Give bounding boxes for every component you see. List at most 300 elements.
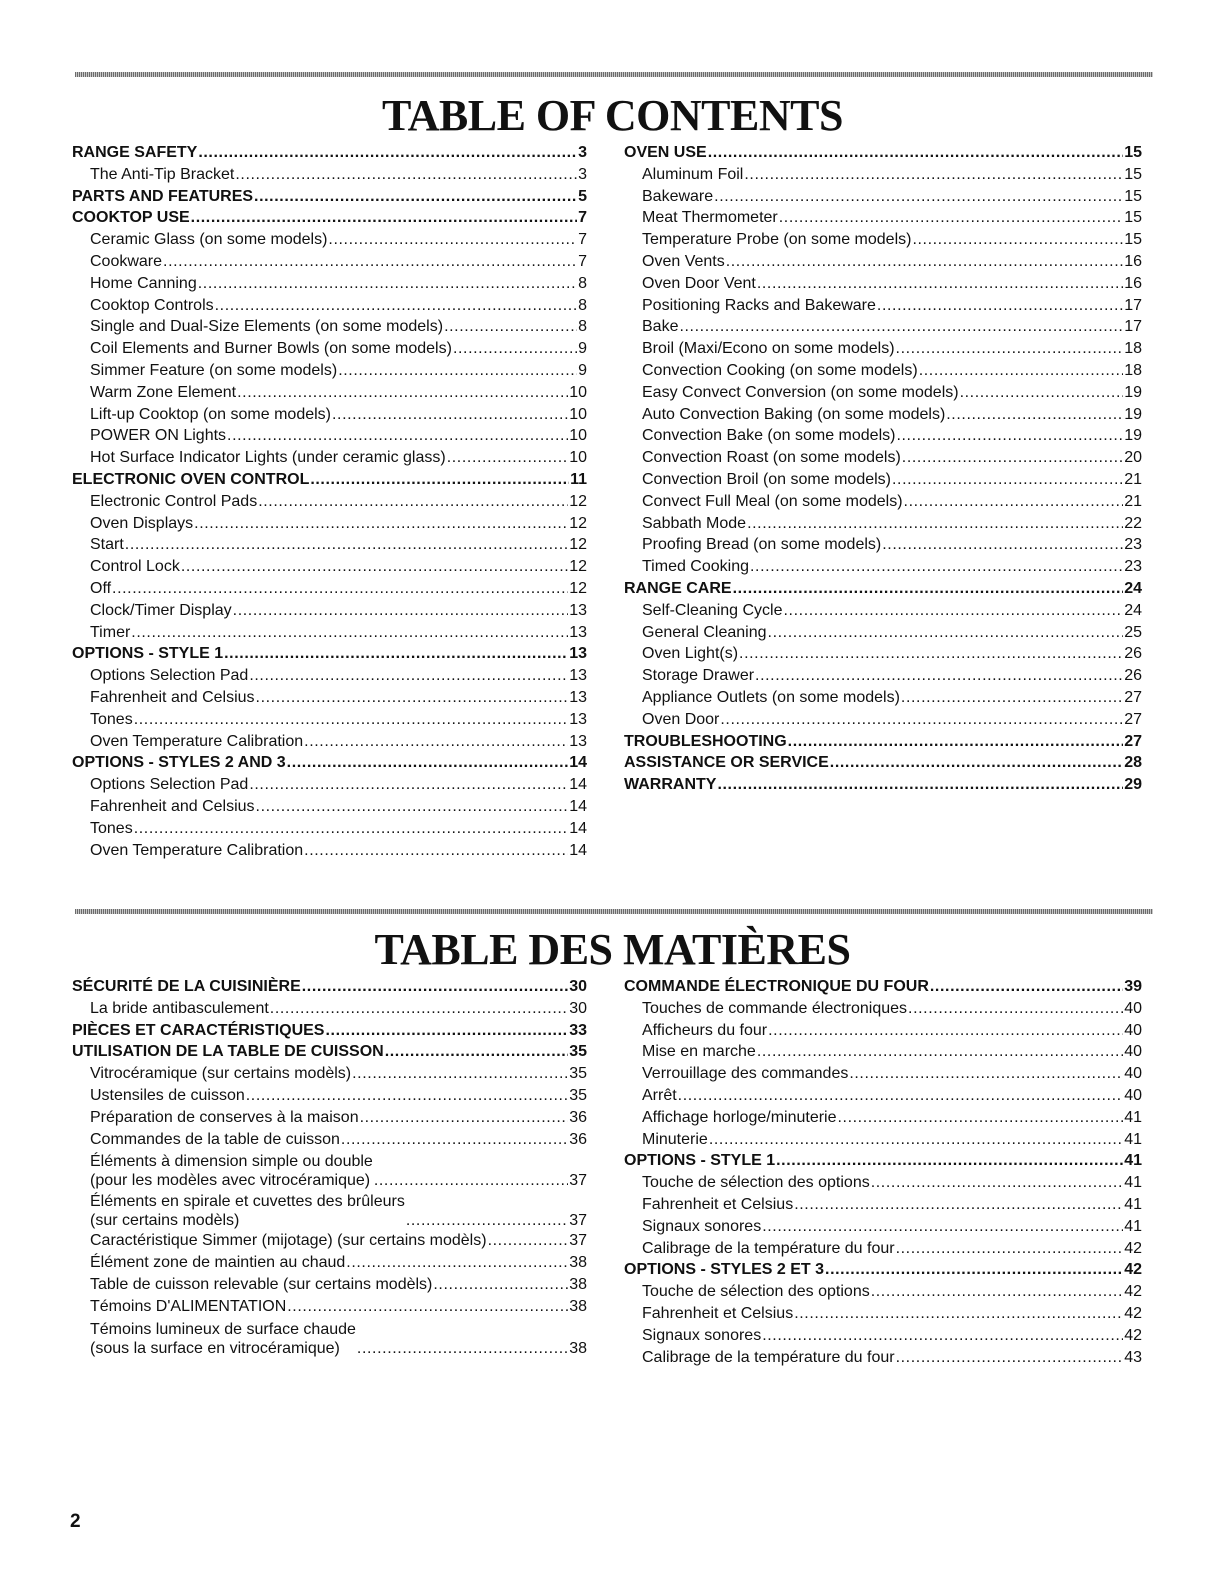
entry-page-number: 13 bbox=[569, 732, 587, 750]
dot-leader bbox=[784, 600, 1124, 622]
entry-label: PIÈCES ET CARACTÉRISTIQUES bbox=[72, 1021, 325, 1039]
entry-label: Options Selection Pad bbox=[90, 776, 249, 794]
entry-page-number: 3 bbox=[578, 144, 587, 161]
entry-page-number: 40 bbox=[1124, 1021, 1142, 1039]
dot-leader bbox=[134, 709, 569, 731]
toc-section-entry bbox=[72, 142, 587, 164]
entry-label-line2: (pour les modèles avec vitrocéramique) bbox=[90, 1172, 371, 1190]
entry-label: Oven Displays bbox=[90, 514, 194, 532]
entry-label: Cooktop Controls bbox=[90, 296, 214, 314]
entry-page-number: 14 bbox=[569, 754, 587, 772]
toc-subentry bbox=[624, 622, 1142, 644]
dot-leader bbox=[194, 513, 568, 535]
entry-label: Storage Drawer bbox=[642, 667, 755, 685]
entry-page-number: 14 bbox=[569, 819, 587, 837]
entry-label: Mise en marche bbox=[642, 1043, 756, 1061]
entry-page-number: 7 bbox=[578, 252, 587, 270]
dot-leader bbox=[744, 164, 1123, 186]
entry-label: ELECTRONIC OVEN CONTROL bbox=[72, 470, 310, 488]
entry-page-number: 38 bbox=[569, 1297, 587, 1315]
dot-leader bbox=[249, 665, 568, 687]
dot-leader bbox=[679, 316, 1123, 338]
entry-label: Ceramic Glass (on some models) bbox=[90, 231, 328, 249]
entry-page-number: 25 bbox=[1124, 623, 1142, 641]
toc-section-entry bbox=[72, 643, 587, 665]
entry-label: OVEN USE bbox=[624, 144, 707, 161]
entry-page-number: 42 bbox=[1124, 1239, 1142, 1257]
dot-leader bbox=[960, 382, 1124, 404]
entry-page-number: 41 bbox=[1124, 1108, 1142, 1126]
divider-top bbox=[75, 72, 1153, 77]
entry-page-number: 7 bbox=[578, 231, 587, 249]
entry-page-number: 22 bbox=[1124, 514, 1142, 532]
toc-subentry bbox=[624, 338, 1142, 360]
toc-subentry bbox=[624, 1281, 1142, 1303]
entry-page-number: 10 bbox=[569, 449, 587, 467]
dot-leader bbox=[755, 665, 1123, 687]
entry-label: Signaux sonores bbox=[642, 1326, 762, 1344]
entry-label: Arrêt bbox=[642, 1086, 677, 1104]
entry-page-number: 41 bbox=[1124, 1152, 1142, 1170]
entry-label-line1: Éléments en spirale et cuvettes des brûleurs bbox=[90, 1193, 405, 1211]
entry-page-number: 36 bbox=[569, 1130, 587, 1148]
entry-page-number: 12 bbox=[569, 579, 587, 597]
entry-label: Hot Surface Indicator Lights (under ceramic glass) bbox=[90, 449, 446, 467]
toc-subentry bbox=[624, 360, 1142, 382]
dot-leader bbox=[871, 1172, 1123, 1194]
entry-label: Meat Thermometer bbox=[642, 209, 778, 227]
entry-label: Easy Convect Conversion (on some models) bbox=[642, 383, 959, 401]
dot-leader bbox=[946, 404, 1123, 426]
dot-leader bbox=[246, 1085, 568, 1107]
dot-leader bbox=[896, 1238, 1124, 1260]
entry-label: Fahrenheit et Celsius bbox=[642, 1304, 794, 1322]
entry-label: Afficheurs du four bbox=[642, 1021, 768, 1039]
toc-subentry bbox=[72, 998, 587, 1020]
entry-label: Sabbath Mode bbox=[642, 514, 747, 532]
entry-label: Caractéristique Simmer (mijotage) (sur certains modèls) bbox=[90, 1232, 487, 1250]
entry-page-number: 23 bbox=[1124, 558, 1142, 576]
dot-leader bbox=[198, 273, 577, 295]
dot-leader bbox=[287, 752, 569, 774]
entry-label: Simmer Feature (on some models) bbox=[90, 361, 338, 379]
toc-subentry bbox=[624, 404, 1142, 426]
entry-label: POWER ON Lights bbox=[90, 427, 227, 445]
entry-label: Convection Broil (on some models) bbox=[642, 470, 891, 488]
dot-leader bbox=[338, 360, 577, 382]
entry-page-number: 15 bbox=[1124, 209, 1142, 227]
entry-label: Tones bbox=[90, 819, 133, 837]
toc-subentry bbox=[72, 447, 587, 469]
entry-label: Fahrenheit et Celsius bbox=[642, 1195, 794, 1213]
toc-subentry bbox=[72, 1230, 587, 1252]
entry-page-number: 21 bbox=[1124, 470, 1142, 488]
entry-label: Fahrenheit and Celsius bbox=[90, 688, 255, 706]
entry-page-number: 40 bbox=[1124, 1043, 1142, 1061]
toc-subentry bbox=[624, 998, 1142, 1020]
entry-label: UTILISATION DE LA TABLE DE CUISSON bbox=[72, 1043, 384, 1061]
entry-label: ASSISTANCE OR SERVICE bbox=[624, 754, 829, 772]
dot-leader bbox=[134, 818, 569, 840]
dot-leader bbox=[714, 186, 1123, 208]
entry-label: Touche de sélection des options bbox=[642, 1174, 870, 1192]
dot-leader bbox=[360, 1107, 569, 1129]
entry-page-number: 8 bbox=[578, 274, 587, 292]
toc-subentry bbox=[72, 251, 587, 273]
entry-label: Clock/Timer Display bbox=[90, 601, 232, 619]
entry-page-number: 30 bbox=[569, 978, 587, 995]
entry-page-number: 13 bbox=[569, 710, 587, 728]
toc-subentry bbox=[624, 295, 1142, 317]
dot-leader bbox=[304, 840, 568, 862]
toc-subentry bbox=[72, 534, 587, 556]
entry-page-number: 19 bbox=[1124, 383, 1142, 401]
toc-subentry bbox=[624, 469, 1142, 491]
entry-label: Tones bbox=[90, 710, 133, 728]
entry-page-number: 40 bbox=[1124, 1086, 1142, 1104]
toc-section-entry bbox=[72, 976, 587, 998]
dot-leader bbox=[258, 491, 568, 513]
entry-label: Auto Convection Baking (on some models) bbox=[642, 405, 946, 423]
toc-section-entry bbox=[72, 186, 587, 208]
toc-column-english-right bbox=[624, 142, 1142, 796]
entry-label: Convection Bake (on some models) bbox=[642, 427, 896, 445]
dot-leader bbox=[270, 998, 568, 1020]
dot-leader bbox=[720, 709, 1123, 731]
dot-leader bbox=[779, 207, 1123, 229]
entry-page-number: 7 bbox=[578, 209, 587, 227]
entry-page-number: 10 bbox=[569, 427, 587, 445]
entry-label: Single and Dual-Size Elements (on some models) bbox=[90, 318, 444, 336]
entry-label: Oven Vents bbox=[642, 252, 725, 270]
entry-label: Affichage horloge/minuterie bbox=[642, 1108, 837, 1126]
toc-subentry bbox=[72, 491, 587, 513]
entry-page-number: 18 bbox=[1124, 361, 1142, 379]
entry-page-number: 38 bbox=[569, 1254, 587, 1272]
toc-subentry bbox=[72, 1190, 587, 1230]
entry-label: Convection Cooking (on some models) bbox=[642, 361, 918, 379]
dot-leader bbox=[762, 1216, 1123, 1238]
entry-page-number: 40 bbox=[1124, 999, 1142, 1017]
toc-subentry bbox=[624, 709, 1142, 731]
entry-page-number: 19 bbox=[1124, 427, 1142, 445]
toc-subentry bbox=[624, 447, 1142, 469]
entry-label: Positioning Racks and Bakeware bbox=[642, 296, 876, 314]
toc-subentry bbox=[624, 186, 1142, 208]
entry-label: Broil (Maxi/Econo on some models) bbox=[642, 340, 895, 358]
dot-leader bbox=[750, 556, 1123, 578]
entry-page-number: 40 bbox=[1124, 1065, 1142, 1083]
entry-page-number: 23 bbox=[1124, 536, 1142, 554]
toc-section-entry bbox=[624, 1150, 1142, 1172]
dot-leader bbox=[726, 251, 1123, 273]
entry-label: Convect Full Meal (on some models) bbox=[642, 492, 903, 510]
toc-subentry bbox=[624, 382, 1142, 404]
toc-subentry bbox=[624, 491, 1142, 513]
entry-label: Options Selection Pad bbox=[90, 667, 249, 685]
entry-label-line2: (sur certains modèls) bbox=[90, 1212, 240, 1230]
entry-page-number: 38 bbox=[569, 1339, 587, 1357]
entry-page-number: 17 bbox=[1124, 296, 1142, 314]
entry-label: COOKTOP USE bbox=[72, 209, 190, 227]
toc-subentry bbox=[72, 1063, 587, 1085]
dot-leader bbox=[919, 360, 1124, 382]
entry-label: Self-Cleaning Cycle bbox=[642, 601, 783, 619]
toc-subentry bbox=[72, 295, 587, 317]
toc-section-entry bbox=[624, 976, 1142, 998]
entry-label: Bake bbox=[642, 318, 679, 336]
dot-leader bbox=[352, 1063, 568, 1085]
entry-page-number: 17 bbox=[1124, 318, 1142, 336]
entry-page-number: 13 bbox=[569, 667, 587, 685]
entry-page-number: 5 bbox=[578, 187, 587, 205]
toc-subentry bbox=[72, 796, 587, 818]
entry-label: Proofing Bread (on some models) bbox=[642, 536, 882, 554]
dot-leader bbox=[287, 1296, 568, 1318]
toc-subentry bbox=[624, 425, 1142, 447]
entry-page-number: 37 bbox=[569, 1232, 587, 1250]
toc-title-french: TABLE DES MATIÈRES bbox=[374, 925, 851, 974]
toc-subentry bbox=[624, 1325, 1142, 1347]
dot-leader bbox=[930, 976, 1123, 998]
entry-label: Signaux sonores bbox=[642, 1217, 762, 1235]
toc-subentry bbox=[624, 1303, 1142, 1325]
entry-label: Warm Zone Element bbox=[90, 383, 237, 401]
entry-page-number: 11 bbox=[570, 470, 587, 488]
toc-subentry bbox=[624, 1347, 1142, 1369]
dot-leader bbox=[181, 556, 568, 578]
toc-subentry bbox=[72, 1296, 587, 1318]
dot-leader bbox=[224, 643, 568, 665]
entry-page-number: 37 bbox=[569, 1172, 587, 1190]
dot-leader bbox=[433, 1274, 568, 1296]
dot-leader bbox=[901, 687, 1123, 709]
dot-leader bbox=[709, 1129, 1123, 1151]
dot-leader bbox=[776, 1150, 1123, 1172]
entry-label: SÉCURITÉ DE LA CUISINIÈRE bbox=[72, 978, 301, 995]
entry-label: Oven Door bbox=[642, 710, 720, 728]
dot-leader bbox=[733, 578, 1124, 600]
entry-label: Coil Elements and Burner Bowls (on some models) bbox=[90, 340, 452, 358]
dot-leader bbox=[444, 316, 577, 338]
dot-leader bbox=[256, 687, 569, 709]
toc-subentry bbox=[624, 1172, 1142, 1194]
toc-subentry bbox=[72, 818, 587, 840]
entry-label bbox=[90, 1192, 405, 1230]
entry-label: OPTIONS - STYLE 1 bbox=[72, 645, 224, 663]
toc-subentry bbox=[72, 273, 587, 295]
entry-page-number: 19 bbox=[1124, 405, 1142, 423]
entry-label: Table de cuisson relevable (sur certains modèls) bbox=[90, 1275, 433, 1293]
entry-page-number: 13 bbox=[569, 688, 587, 706]
entry-page-number: 12 bbox=[569, 536, 587, 554]
entry-page-number: 8 bbox=[578, 318, 587, 336]
toc-subentry bbox=[624, 164, 1142, 186]
entry-label: Préparation de conserves à la maison bbox=[90, 1108, 359, 1126]
entry-page-number: 14 bbox=[569, 841, 587, 859]
dot-leader bbox=[892, 469, 1123, 491]
entry-label: Commandes de la table de cuisson bbox=[90, 1130, 340, 1148]
dot-leader bbox=[768, 1020, 1123, 1042]
entry-label: Bakeware bbox=[642, 187, 714, 205]
toc-subentry bbox=[72, 1129, 587, 1151]
dot-leader bbox=[112, 578, 568, 600]
entry-page-number: 38 bbox=[569, 1275, 587, 1293]
toc-subentry bbox=[624, 556, 1142, 578]
toc-subentry bbox=[624, 643, 1142, 665]
entry-label bbox=[90, 1152, 373, 1190]
toc-subentry bbox=[72, 513, 587, 535]
entry-page-number: 10 bbox=[569, 383, 587, 401]
toc-subentry bbox=[624, 1129, 1142, 1151]
dot-leader bbox=[256, 796, 569, 818]
entry-label: RANGE CARE bbox=[624, 579, 732, 597]
entry-label: Touches de commande électroniques bbox=[642, 999, 908, 1017]
entry-label: Oven Light(s) bbox=[642, 645, 739, 663]
entry-page-number: 27 bbox=[1124, 732, 1142, 750]
toc-subentry bbox=[624, 229, 1142, 251]
dot-leader bbox=[310, 469, 569, 491]
dot-leader bbox=[325, 1020, 568, 1042]
toc-section-entry bbox=[72, 1020, 587, 1042]
toc-section-entry bbox=[72, 752, 587, 774]
entry-page-number: 36 bbox=[569, 1108, 587, 1126]
dot-leader bbox=[447, 447, 568, 469]
entry-label: Aluminum Foil bbox=[642, 165, 744, 183]
entry-page-number: 13 bbox=[569, 623, 587, 641]
toc-subentry bbox=[72, 556, 587, 578]
toc-subentry bbox=[72, 840, 587, 862]
entry-page-number: 21 bbox=[1124, 492, 1142, 510]
entry-label: Calibrage de la température du four bbox=[642, 1348, 895, 1366]
entry-label: Vitrocéramique (sur certains modèls) bbox=[90, 1065, 352, 1083]
toc-subentry bbox=[72, 1274, 587, 1296]
toc-subentry bbox=[72, 382, 587, 404]
entry-page-number: 42 bbox=[1124, 1261, 1142, 1279]
toc-subentry bbox=[72, 1252, 587, 1274]
dot-leader bbox=[708, 142, 1124, 164]
entry-label: General Cleaning bbox=[642, 623, 767, 641]
dot-leader bbox=[830, 752, 1123, 774]
entry-page-number: 15 bbox=[1124, 231, 1142, 249]
entry-page-number: 13 bbox=[569, 601, 587, 619]
toc-subentry bbox=[624, 665, 1142, 687]
entry-label: Home Canning bbox=[90, 274, 197, 292]
entry-label: Lift-up Cooktop (on some models) bbox=[90, 405, 331, 423]
entry-label: La bride antibasculement bbox=[90, 999, 269, 1017]
toc-subentry bbox=[624, 600, 1142, 622]
toc-subentry bbox=[72, 1107, 587, 1129]
entry-label: Oven Temperature Calibration bbox=[90, 841, 304, 859]
entry-page-number: 26 bbox=[1124, 645, 1142, 663]
entry-page-number: 42 bbox=[1124, 1283, 1142, 1301]
entry-page-number: 9 bbox=[578, 361, 587, 379]
toc-subentry bbox=[624, 687, 1142, 709]
entry-label: Verrouillage des commandes bbox=[642, 1065, 849, 1083]
toc-section-entry bbox=[624, 578, 1142, 600]
entry-page-number: 41 bbox=[1124, 1217, 1142, 1235]
entry-label: Convection Roast (on some models) bbox=[642, 449, 901, 467]
dot-leader bbox=[908, 998, 1123, 1020]
entry-page-number: 30 bbox=[569, 999, 587, 1017]
dot-leader bbox=[768, 622, 1124, 644]
toc-subentry bbox=[72, 665, 587, 687]
entry-label: Appliance Outlets (on some models) bbox=[642, 688, 900, 706]
entry-page-number: 35 bbox=[569, 1043, 587, 1061]
dot-leader bbox=[904, 491, 1124, 513]
dot-leader bbox=[233, 600, 569, 622]
entry-label: COMMANDE ÉLECTRONIQUE DU FOUR bbox=[624, 978, 929, 995]
toc-subentry bbox=[624, 1216, 1142, 1238]
toc-subentry bbox=[624, 1194, 1142, 1216]
divider-middle bbox=[75, 909, 1153, 914]
entry-label: Control Lock bbox=[90, 558, 180, 576]
entry-page-number: 27 bbox=[1124, 688, 1142, 706]
entry-page-number: 10 bbox=[569, 405, 587, 423]
dot-leader bbox=[191, 207, 577, 229]
dot-leader bbox=[896, 425, 1123, 447]
dot-leader bbox=[882, 534, 1123, 556]
dot-leader bbox=[825, 1259, 1123, 1281]
entry-label: The Anti-Tip Bracket bbox=[90, 165, 235, 183]
toc-subentry bbox=[72, 164, 587, 186]
toc-subentry bbox=[624, 1063, 1142, 1085]
dot-leader bbox=[235, 164, 577, 186]
toc-subentry bbox=[72, 360, 587, 382]
dot-leader bbox=[237, 382, 568, 404]
dot-leader bbox=[896, 1347, 1124, 1369]
entry-page-number: 24 bbox=[1124, 579, 1142, 597]
dot-leader bbox=[794, 1303, 1123, 1325]
toc-subentry bbox=[72, 229, 587, 251]
toc-section-entry bbox=[72, 469, 587, 491]
dot-leader bbox=[877, 295, 1123, 317]
dot-leader bbox=[747, 513, 1123, 535]
entry-page-number: 12 bbox=[569, 514, 587, 532]
dot-leader bbox=[328, 229, 577, 251]
entry-label bbox=[90, 1320, 356, 1358]
toc-section-entry bbox=[72, 207, 587, 229]
dot-leader bbox=[215, 295, 577, 317]
toc-subentry bbox=[72, 1085, 587, 1107]
toc-subentry bbox=[72, 774, 587, 796]
dot-leader bbox=[357, 1339, 568, 1358]
toc-column-french-left bbox=[72, 976, 587, 1358]
toc-subentry bbox=[624, 207, 1142, 229]
dot-leader bbox=[125, 534, 568, 556]
dot-leader bbox=[406, 1211, 568, 1230]
entry-page-number: 12 bbox=[569, 558, 587, 576]
toc-subentry bbox=[624, 513, 1142, 535]
dot-leader bbox=[302, 976, 568, 998]
dot-leader bbox=[332, 404, 568, 426]
toc-subentry bbox=[624, 251, 1142, 273]
entry-page-number: 8 bbox=[578, 296, 587, 314]
entry-page-number: 28 bbox=[1124, 754, 1142, 772]
toc-subentry bbox=[72, 622, 587, 644]
dot-leader bbox=[757, 1041, 1123, 1063]
entry-label: Off bbox=[90, 579, 112, 597]
entry-page-number: 24 bbox=[1124, 601, 1142, 619]
entry-label: OPTIONS - STYLES 2 ET 3 bbox=[624, 1261, 825, 1279]
toc-subentry bbox=[624, 1085, 1142, 1107]
entry-label: Touche de sélection des options bbox=[642, 1283, 870, 1301]
toc-subentry bbox=[72, 709, 587, 731]
entry-page-number: 15 bbox=[1124, 187, 1142, 205]
entry-label: OPTIONS - STYLE 1 bbox=[624, 1152, 776, 1170]
dot-leader bbox=[794, 1194, 1123, 1216]
entry-page-number: 9 bbox=[578, 340, 587, 358]
